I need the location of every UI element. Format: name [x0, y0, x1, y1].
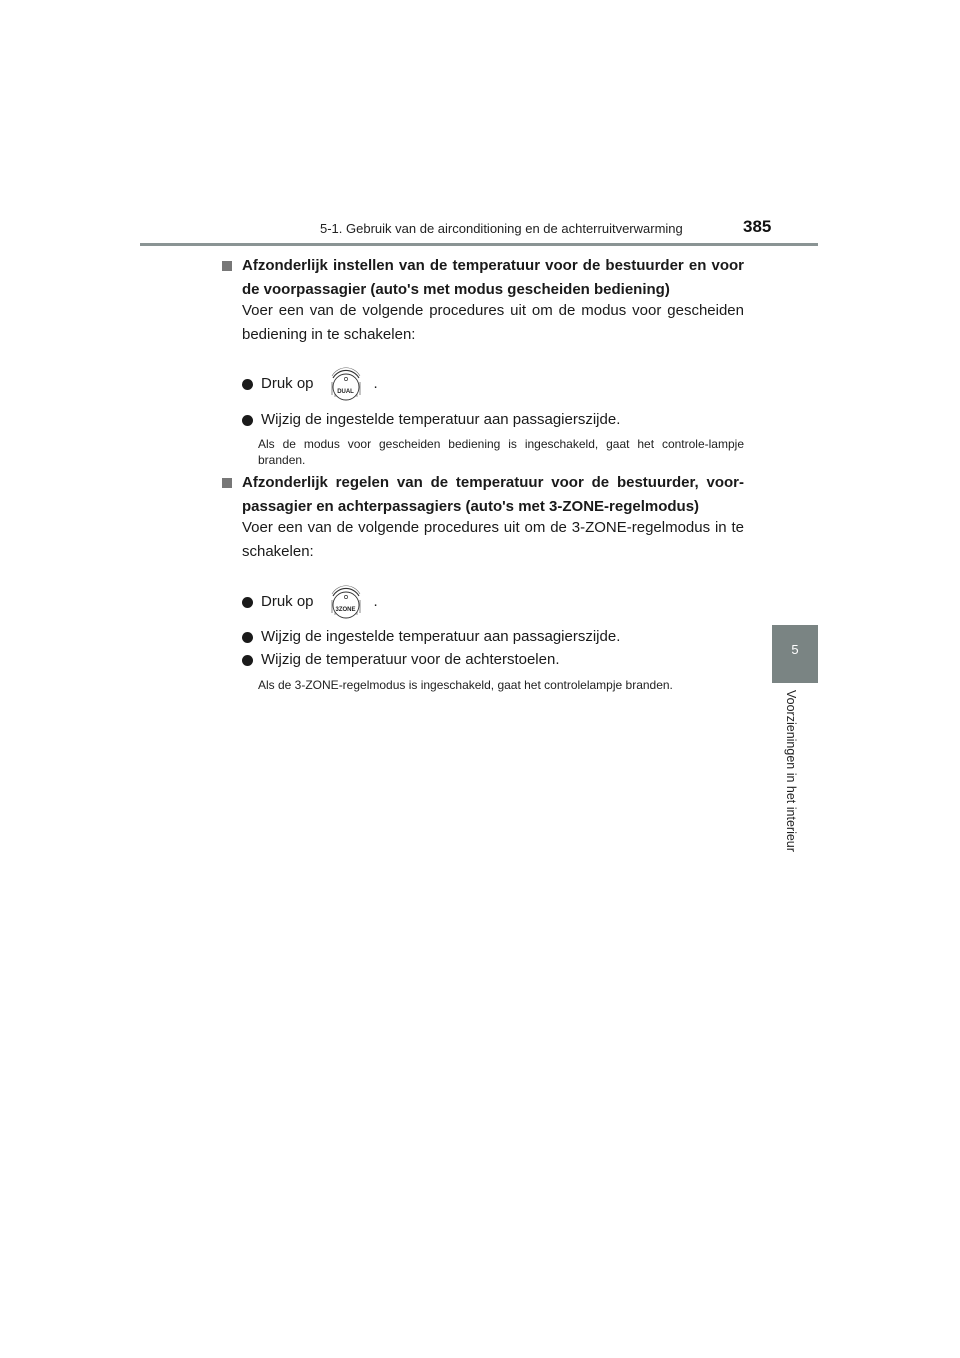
list-item [242, 582, 378, 622]
header-divider [140, 243, 818, 246]
square-bullet-icon [222, 478, 232, 488]
section-heading-text: Afzonderlijk instellen van de temperatuur voor de bestuurder en voor de voorpassagier (auto's met modus gescheiden bediening) [242, 257, 744, 298]
chapter-label [784, 690, 806, 870]
chapter-number: 5 [791, 642, 799, 657]
intro-paragraph: Voer een van de volgende procedures uit om de 3-ZONE-regelmodus in te schakelen: [242, 519, 744, 560]
section-heading-text: Afzonderlijk regelen van de temperatuur voor de bestuurder, voor-passagier en achterpassagiers (auto's met 3-ZONE-regelmodus) [242, 474, 744, 515]
list-item [242, 364, 378, 404]
list-item-text: Wijzig de ingestelde temperatuur aan passagierszijde. [261, 628, 621, 645]
bullet-icon [242, 379, 253, 390]
section-heading [222, 254, 744, 302]
3zone-button-icon [326, 582, 366, 622]
intro-paragraph: Voer een van de volgende procedures uit om de modus voor gescheiden bediening in te schakelen: [242, 302, 744, 343]
list-item [242, 409, 620, 431]
chapter-tab [772, 625, 818, 683]
note-text: Als de 3-ZONE-regelmodus is ingeschakeld, gaat het controlelampje branden. [258, 678, 673, 692]
list-item-text: Druk op [261, 593, 314, 610]
page-number: 385 [743, 217, 772, 236]
bullet-icon [242, 655, 253, 666]
button-label: 3ZONE [335, 607, 356, 613]
list-item [242, 626, 620, 648]
chapter-title: Voorzieningen in het interieur [784, 690, 798, 852]
list-item [242, 649, 559, 671]
section-heading [222, 471, 744, 519]
list-item-suffix: . [373, 375, 378, 392]
list-item-text: Druk op [261, 375, 314, 392]
list-item-text: Wijzig de temperatuur voor de achterstoelen. [261, 651, 560, 668]
dual-button-icon [326, 364, 366, 404]
section-title: 5-1. Gebruik van de airconditioning en de achterruitverwarming [320, 221, 683, 236]
bullet-icon [242, 597, 253, 608]
bullet-icon [242, 632, 253, 643]
button-label: DUAL [337, 389, 354, 395]
square-bullet-icon [222, 261, 232, 271]
bullet-icon [242, 415, 253, 426]
list-item-suffix: . [373, 593, 378, 610]
list-item-text: Wijzig de ingestelde temperatuur aan passagierszijde. [261, 411, 621, 428]
note-text: Als de modus voor gescheiden bediening is ingeschakeld, gaat het controle-lampje branden. [258, 437, 744, 467]
